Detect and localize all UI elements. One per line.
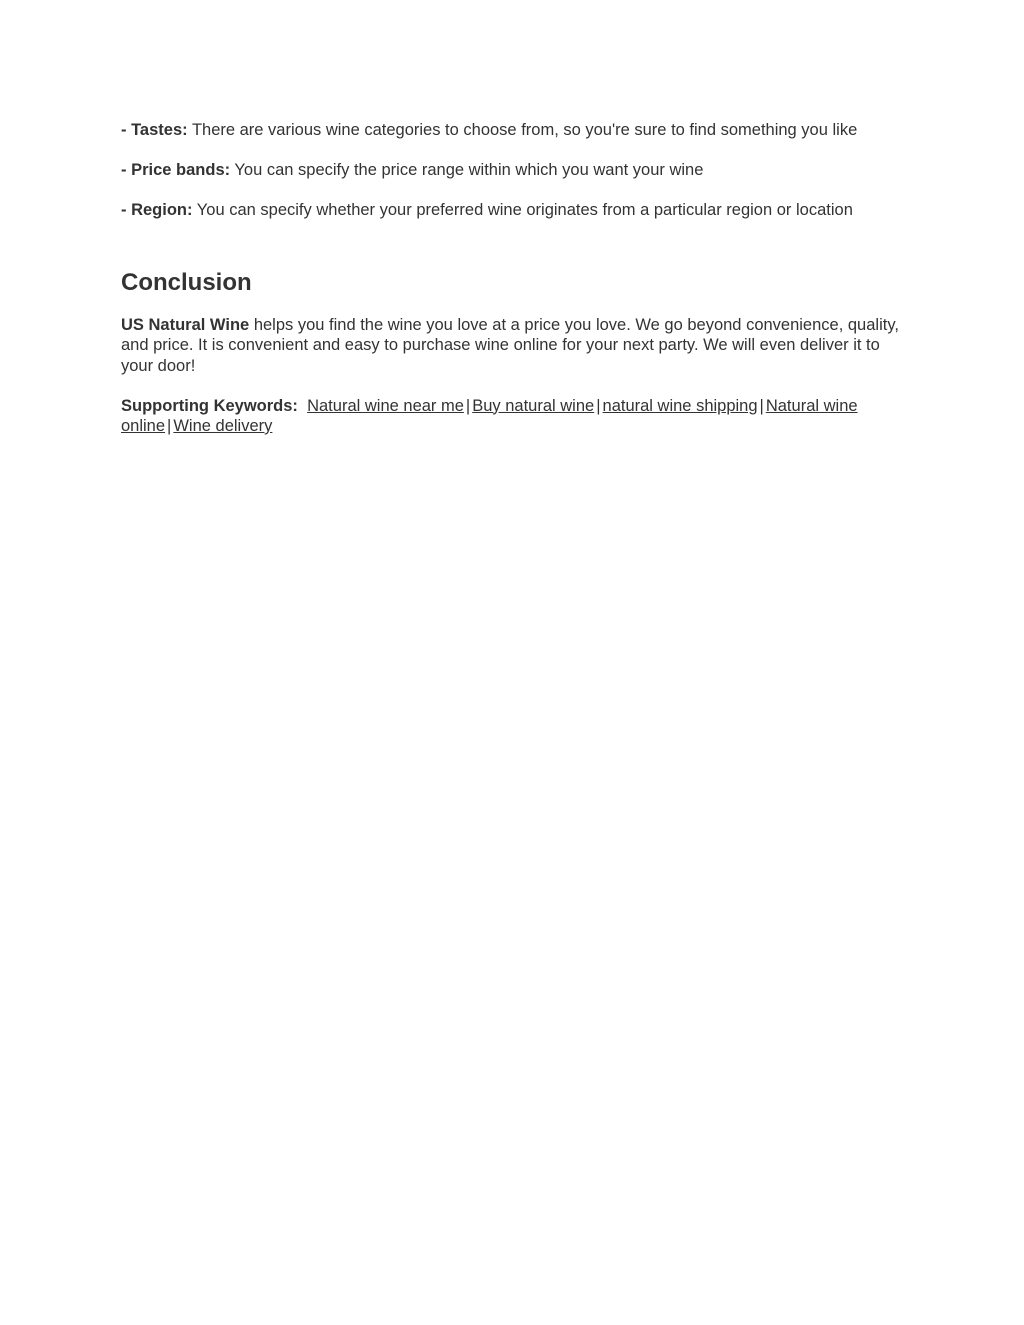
bullet-price-bands: [121, 160, 906, 181]
brand-name: US Natural Wine: [121, 315, 250, 334]
bullet-text: There are various wine categories to choose from, so you're sure to find something you like: [191, 121, 858, 139]
keyword-link-natural-wine-shipping[interactable]: natural wine shipping: [602, 396, 758, 415]
conclusion-heading: Conclusion: [121, 268, 252, 296]
keyword-link-natural-wine-near-me[interactable]: Natural wine near me: [307, 396, 464, 415]
keyword-link-buy-natural-wine[interactable]: Buy natural wine: [472, 396, 595, 415]
bullet-text: You can specify whether your preferred wine originates from a particular region or location: [196, 201, 853, 219]
keyword-separator: |: [596, 396, 601, 415]
conclusion-text: helps you find the wine you love at a price you love. We go beyond convenience, quality, and price. It is convenient and easy to purchase wine online for your next party. We will even deliver it to your door!: [121, 315, 899, 375]
bullet-label: - Region:: [121, 201, 193, 219]
keyword-link-wine-delivery[interactable]: Wine delivery: [173, 417, 273, 435]
conclusion-paragraph: [121, 315, 906, 377]
bullet-label: - Tastes:: [121, 121, 188, 139]
bullet-label: - Price bands:: [121, 161, 231, 179]
keyword-separator: |: [167, 417, 172, 435]
keyword-separator: |: [465, 396, 471, 415]
bullet-region: [121, 200, 906, 221]
keywords-label: Supporting Keywords:: [121, 396, 298, 415]
bullet-text: You can specify the price range within which you want your wine: [234, 161, 704, 179]
document-page: [121, 120, 906, 456]
supporting-keywords: [121, 396, 906, 437]
bullet-tastes: [121, 120, 906, 141]
keyword-link-natural-wine-online[interactable]: Natural wine online: [121, 396, 858, 435]
keyword-separator: |: [759, 396, 764, 415]
